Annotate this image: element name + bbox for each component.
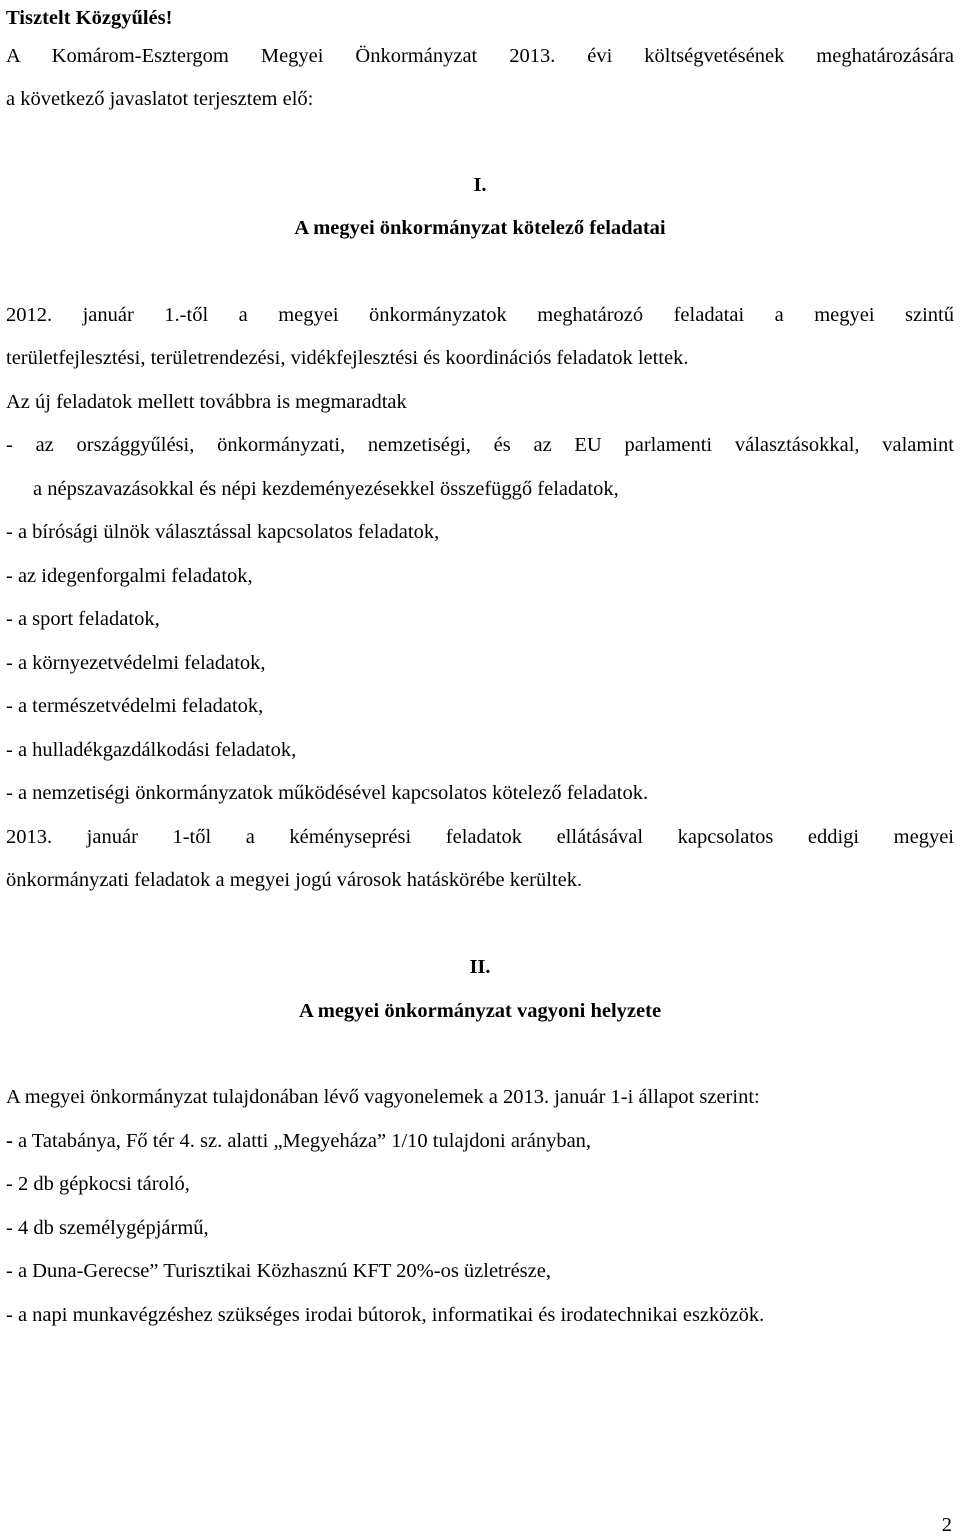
list-item: - a hulladékgazdálkodási feladatok, xyxy=(6,739,297,761)
list-item-text: a Tatabánya, Fő tér 4. sz. alatti „Megyeháza” 1/10 tulajdoni arányban, xyxy=(12,1130,592,1152)
list-item: - a napi munkavégzéshez szükséges irodai bútorok, informatikai és irodatechnikai eszközök. xyxy=(6,1304,765,1326)
list-item: a népszavazásokkal és népi kezdeményezésekkel összefüggő feladatok, xyxy=(33,478,619,500)
section1-number: I. xyxy=(473,174,487,196)
intro-line-1: A Komárom-Esztergom Megyei Önkormányzat 2013. évi költségvetésének meghatározására xyxy=(6,45,954,67)
list-item: - 4 db személygépjármű, xyxy=(6,1217,209,1239)
section1-para1-line-2: területfejlesztési, területrendezési, vidékfejlesztési és koordinációs feladatok lettek. xyxy=(6,347,689,369)
section2-number: II. xyxy=(469,956,491,978)
list-item: - az idegenforgalmi feladatok, xyxy=(6,565,253,587)
section2-title: A megyei önkormányzat vagyoni helyzete xyxy=(298,1000,662,1022)
section1-para2-line-1: 2013. január 1-től a kéményseprési feladatok ellátásával kapcsolatos eddigi megyei xyxy=(6,826,954,848)
list-item: - a környezetvédelmi feladatok, xyxy=(6,652,266,674)
list-item xyxy=(6,1128,954,1154)
list-item: - a nemzetiségi önkormányzatok működésével kapcsolatos kötelező feladatok. xyxy=(6,782,649,804)
list-item-dash: - xyxy=(6,1130,13,1152)
list-item: - az országgyűlési, önkormányzati, nemzetiségi, és az EU parlamenti választásokkal, valamint xyxy=(6,434,954,456)
intro-line-2: a következő javaslatot terjesztem elő: xyxy=(6,88,314,110)
page-number: 2 xyxy=(941,1514,952,1536)
section2-intro: A megyei önkormányzat tulajdonában lévő vagyonelemek a 2013. január 1-i állapot szerint: xyxy=(6,1086,760,1108)
list-item: - a Duna-Gerecse” Turisztikai Közhasznú KFT 20%-os üzletrésze, xyxy=(6,1260,551,1282)
section1-para2-line-2: önkormányzati feladatok a megyei jogú városok hatáskörébe kerültek. xyxy=(6,869,583,891)
salutation: Tisztelt Közgyűlés! xyxy=(6,7,173,29)
section1-para1-line-1: 2012. január 1.-től a megyei önkormányzatok meghatározó feladatai a megyei szintű xyxy=(6,304,954,326)
section1-title: A megyei önkormányzat kötelező feladatai xyxy=(294,217,666,239)
section1-list-intro: Az új feladatok mellett továbbra is megmaradtak xyxy=(6,391,407,413)
list-item: - a sport feladatok, xyxy=(6,608,160,630)
list-item: - a bírósági ülnök választással kapcsolatos feladatok, xyxy=(6,521,440,543)
list-item: - 2 db gépkocsi tároló, xyxy=(6,1173,190,1195)
list-item: - a természetvédelmi feladatok, xyxy=(6,695,264,717)
